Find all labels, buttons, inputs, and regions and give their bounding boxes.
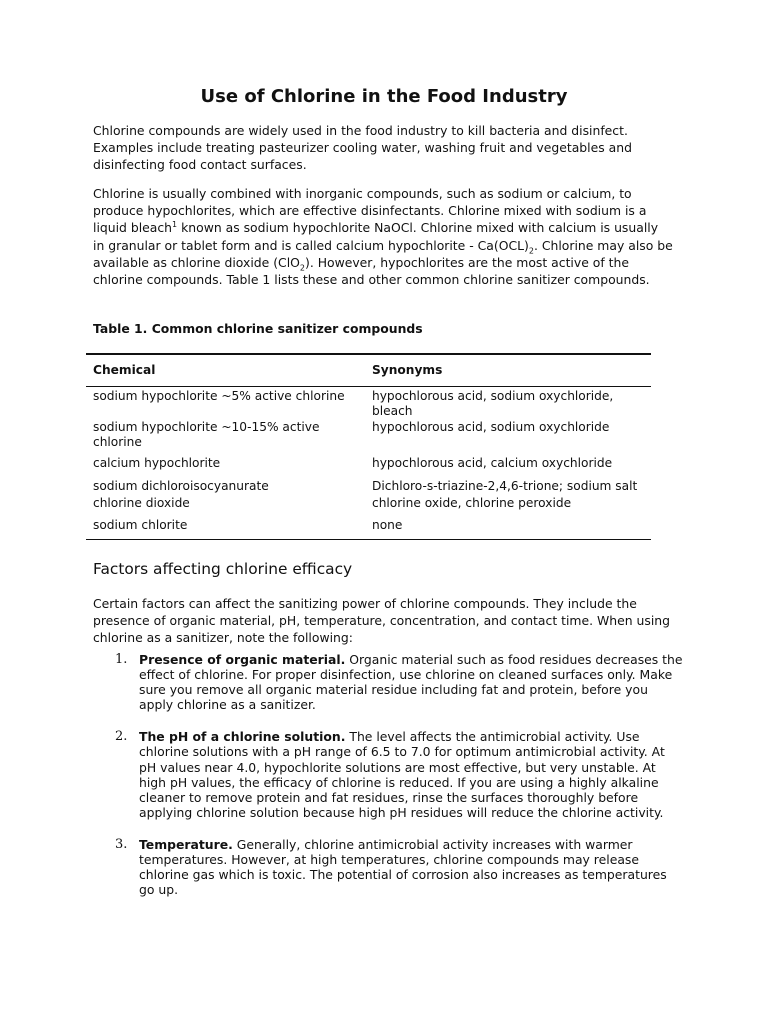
table-row [86,387,651,419]
cell-chemical: sodium hypochlorite ~10-15% active chlorine [93,420,320,449]
document-title: Use of Chlorine in the Food Industry [200,86,568,107]
paragraph-text: known as sodium hypochlorite NaOCl. Chlorine mixed with calcium is usually in granular or tablet form and is called calcium hypochlorite - Ca(OCL) [93,220,659,253]
list-item-text: The level affects the antimicrobial activity. Use chlorine solutions with a pH range of 6.5 to 7.0 for optimum antimicrobial activity. At pH values near 4.0, hypochlorite solutions are most effective, but very unstable. At high pH values, the efficacy of chlorine is reduced. If you are using a highly alkaline cleaner to remove protein and fat residues, rinse the surfaces thoroughly before applying chlorine solution because high pH residues will reduce the chlorine activity. [139,729,665,820]
list-number: 2. [115,729,128,745]
list-item [93,837,683,897]
cell-chemical: sodium hypochlorite ~5% active chlorine [93,389,345,403]
list-item-text: Generally, chlorine antimicrobial activity increases with warmer temperatures. However, at high temperatures, chlorine compounds may release chlorine gas which is toxic. The potential of corrosion also increases as temperatures go up. [139,836,667,898]
table-row [86,516,651,539]
cell-synonyms: hypochlorous acid, calcium oxychloride [372,456,613,471]
cell-synonyms: Dichloro-s-triazine-2,4,6-trione; sodium salt [372,478,638,493]
hypochlorite-paragraph [93,185,673,288]
list-item [93,729,683,820]
list-item-lead: The pH of a chlorine solution. [139,729,346,745]
table-row [86,449,651,477]
factors-intro-paragraph: Certain factors can affect the sanitizing power of chlorine compounds. They include the presence of organic material, pH, temperature, concentration, and contact time. When using chlorine as a sanitizer, note the following: [93,596,670,646]
list-item [93,652,683,712]
list-item-lead: Presence of organic material. [139,652,346,667]
header-chemical: Chemical [86,354,365,387]
cell-chemical: sodium dichloroisocyanurate [93,478,269,493]
sanitizer-compounds-table [86,353,651,540]
header-synonyms: Synonyms [365,354,651,387]
paragraph-text: . Chlorine may also be available as chlorine dioxide (ClO [93,237,673,270]
subscript: 2 [528,246,534,256]
cell-chemical: calcium hypochlorite [93,456,221,471]
table-row [86,418,651,449]
table-caption: Table 1. Common chlorine sanitizer compounds [93,321,423,336]
section-heading: Factors affecting chlorine efficacy [93,560,353,578]
footnote-marker: 1 [172,220,178,230]
paragraph-text: ). However, hypochlorites are the most active of the chlorine compounds. Table 1 lists these and other common chlorine sanitizer compounds. [93,254,650,288]
intro-paragraph: Chlorine compounds are widely used in the food industry to kill bacteria and disinfect. Examples include treating pasteurizer cooling water, washing fruit and vegetables and disinfecting food contact surfaces. [93,123,632,173]
paragraph-text: Chlorine is usually combined with inorganic compounds, such as sodium or calcium, to produce hypochlorites, which are effective disinfectants. Chlorine mixed with sodium is a liquid bleach [93,186,647,236]
table-header-row [86,354,651,387]
list-item-text: Organic material such as food residues decreases the effect of chlorine. For proper disinfection, use chlorine on cleaned surfaces only. Make sure you remove all organic material residue including fat and protein, before you apply chlorine as a sanitizer. [139,652,683,713]
cell-synonyms: none [365,516,651,539]
cell-chemical: sodium chlorite [86,516,365,539]
table-row [86,494,651,517]
subscript: 2 [299,263,305,273]
table-row [86,477,651,494]
list-number: 1. [115,652,128,667]
list-number: 3. [115,836,128,852]
cell-chemical: chlorine dioxide [93,495,190,510]
cell-synonyms: chlorine oxide, chlorine peroxide [372,495,572,510]
factors-list [93,652,683,897]
list-item-lead: Temperature. [139,836,233,852]
cell-synonyms: hypochlorous acid, sodium oxychloride, bleach [372,389,614,418]
cell-synonyms: hypochlorous acid, sodium oxychloride [372,420,610,435]
